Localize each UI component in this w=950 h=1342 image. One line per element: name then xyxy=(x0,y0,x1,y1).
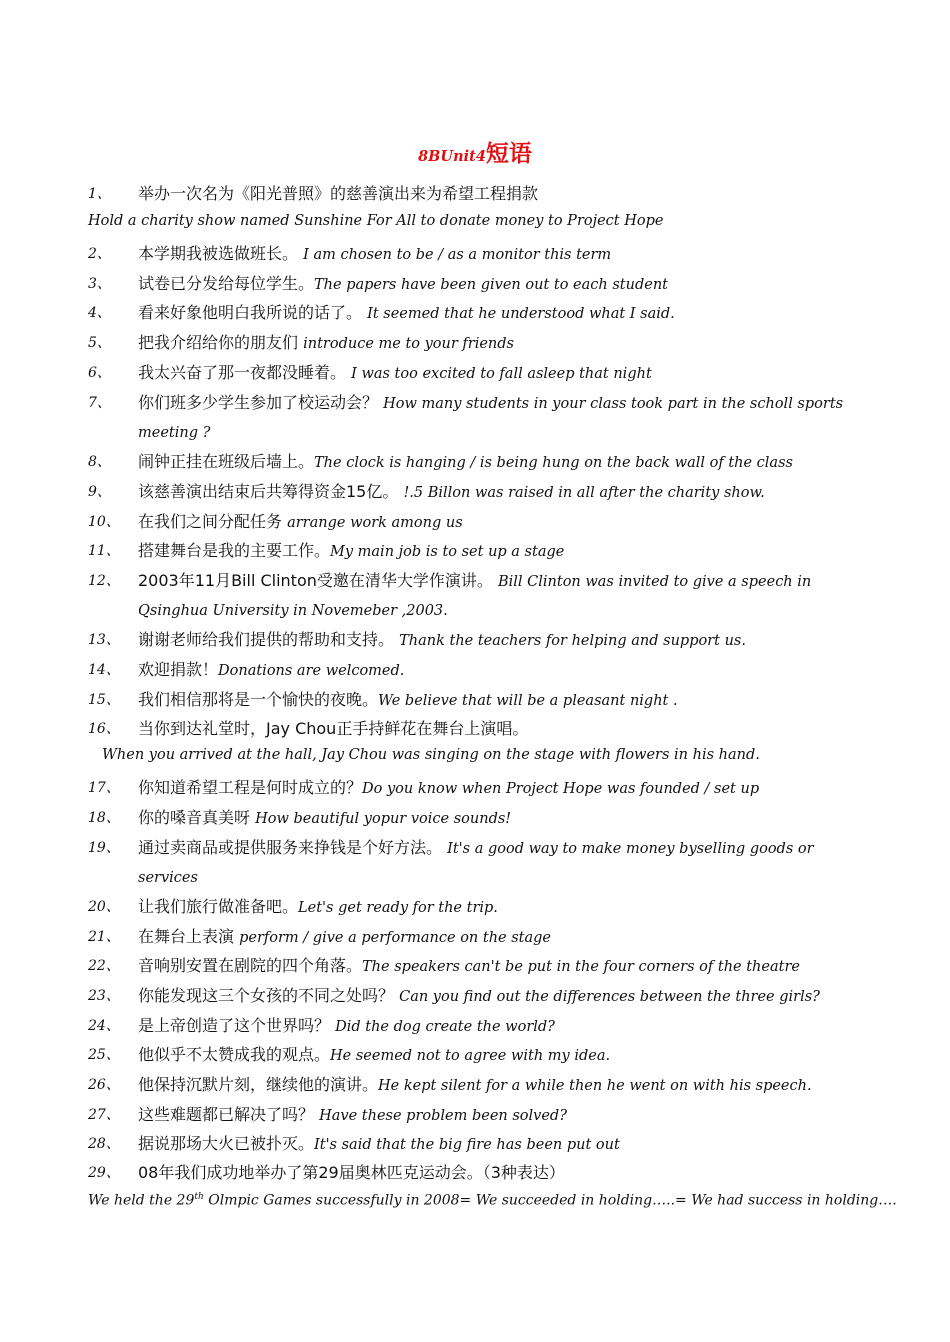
item-english: Can you find out the differences between the three girls? xyxy=(399,989,820,1005)
item-number: 10、 xyxy=(88,514,120,530)
item-english: introduce me to your friends xyxy=(303,336,514,352)
item-english: Thank the teachers for helping and support us. xyxy=(399,633,746,649)
item-english: Do you know when Project Hope was founded / set up xyxy=(362,781,760,797)
item-chinese: 这些难题都已解决了吗？ xyxy=(138,1105,315,1124)
item-chinese: 你们班多少学生参加了校运动会？ xyxy=(138,393,379,412)
item-chinese: 他似乎不太赞成我的观点。 xyxy=(138,1045,331,1064)
item-chinese: 我们相信那将是一个愉快的夜晚。 xyxy=(138,690,379,709)
item-number: 17、 xyxy=(88,780,120,796)
ordinal-superscript: th xyxy=(194,1192,204,1202)
item-english: perform / give a performance on the stage xyxy=(239,930,552,946)
page-title xyxy=(0,135,950,168)
item-english: Have these problem been solved? xyxy=(319,1108,567,1124)
item-chinese: 该慈善演出结束后共筹得资金15亿。 xyxy=(138,482,399,501)
list-item xyxy=(88,329,878,358)
item-chinese: 你能发现这三个女孩的不同之处吗？ xyxy=(138,986,395,1005)
item-chinese: 是上帝创造了这个世界吗？ xyxy=(138,1016,331,1035)
item-english: !.5 Billon was raised in all after the charity show. xyxy=(403,485,765,501)
list-item xyxy=(88,240,878,269)
list-item xyxy=(88,478,878,507)
item-number: 3、 xyxy=(88,276,111,292)
item-chinese: 看来好象他明白我所说的话了。 xyxy=(138,303,363,322)
item-number: 20、 xyxy=(88,899,120,915)
list-item xyxy=(88,389,878,447)
item-english: Did the dog create the world? xyxy=(335,1019,555,1035)
item-chinese: 他保持沉默片刻，继续他的演讲。 xyxy=(138,1075,379,1094)
list-item xyxy=(88,537,878,566)
item-chinese: 举办一次名为《阳光普照》的慈善演出来为希望工程捐款 xyxy=(138,184,539,203)
item-number: 22、 xyxy=(88,958,120,974)
item-number: 23、 xyxy=(88,988,120,1004)
item-number: 19、 xyxy=(88,840,120,856)
item-number: 16、 xyxy=(88,721,120,737)
list-item xyxy=(88,982,878,1011)
item-english: Donations are welcomed. xyxy=(218,663,405,679)
item-chinese: 欢迎捐款！ xyxy=(138,660,219,679)
list-item xyxy=(88,1071,878,1100)
item-english: I am chosen to be / as a monitor this term xyxy=(303,247,612,263)
item-english: He kept silent for a while then he went on with his speech. xyxy=(378,1078,812,1094)
list-item xyxy=(88,1130,878,1159)
item-number: 21、 xyxy=(88,929,120,945)
list-item xyxy=(88,626,878,655)
list-item xyxy=(88,1041,878,1070)
list-item xyxy=(88,774,878,803)
item-chinese: 搭建舞台是我的主要工作。 xyxy=(138,541,331,560)
list-item xyxy=(88,299,878,328)
item-chinese: 试卷已分发给每位学生。 xyxy=(138,274,315,293)
item-english: How many students in your class took part in the scholl sports meeting ? xyxy=(138,396,844,441)
list-item xyxy=(88,1012,878,1041)
list-item xyxy=(88,180,878,208)
item-number: 1、 xyxy=(88,186,111,202)
item-english-part: Olmpic Games successfully in 2008= We succeeded in holding…..= We had success in holding…. xyxy=(203,1192,897,1209)
item-number: 9、 xyxy=(88,484,111,500)
item-english: My main job is to set up a stage xyxy=(330,544,565,560)
item-chinese: 你的嗓音真美呀 xyxy=(138,808,251,827)
item-number: 4、 xyxy=(88,305,111,321)
item-number: 5、 xyxy=(88,335,111,351)
list-item xyxy=(88,508,878,537)
item-chinese: 你知道希望工程是何时成立的？ xyxy=(138,778,363,797)
item-english: It's a good way to make money byselling goods or services xyxy=(138,841,814,886)
item-number: 26、 xyxy=(88,1077,120,1093)
list-item xyxy=(88,893,878,922)
item-chinese: 通过卖商品或提供服务来挣钱是个好方法。 xyxy=(138,838,443,857)
item-chinese: 闹钟正挂在班级后墙上。 xyxy=(138,452,315,471)
item-number: 14、 xyxy=(88,662,120,678)
item-number: 18、 xyxy=(88,810,120,826)
list-item xyxy=(88,804,878,833)
item-number: 8、 xyxy=(88,454,111,470)
item-number: 13、 xyxy=(88,632,120,648)
item-number: 7、 xyxy=(88,395,111,411)
item-number: 12、 xyxy=(88,573,120,589)
item-number: 15、 xyxy=(88,692,120,708)
item-chinese: 08年我们成功地举办了第29届奥林匹克运动会。（3种表达） xyxy=(138,1163,565,1182)
item-english: The clock is hanging / is being hung on the back wall of the class xyxy=(314,455,793,471)
list-item xyxy=(88,359,878,388)
item-chinese: 当你到达礼堂时，Jay Chou正手持鲜花在舞台上演唱。 xyxy=(138,719,529,738)
list-item xyxy=(88,834,878,892)
item-english-part: We held the 29 xyxy=(88,1192,195,1209)
item-number: 11、 xyxy=(88,543,120,559)
item-chinese: 在舞台上表演 xyxy=(138,927,235,946)
item-number: 24、 xyxy=(88,1018,120,1034)
list-item xyxy=(88,952,878,981)
item-english: How beautiful yopur voice sounds! xyxy=(255,811,512,827)
item-number: 29、 xyxy=(88,1165,120,1181)
list-item xyxy=(88,1159,878,1187)
item-english: Bill Clinton was invited to give a speech in Qsinghua University in Novemeber ,2003. xyxy=(138,574,812,619)
item-english: It seemed that he understood what I said. xyxy=(367,306,675,322)
list-item xyxy=(88,923,878,952)
item-english: The speakers can't be put in the four corners of the theatre xyxy=(362,959,800,975)
item-english: We believe that will be a pleasant night . xyxy=(378,693,678,709)
item-english: He seemed not to agree with my idea. xyxy=(330,1048,611,1064)
item-chinese: 把我介绍给你的朋友们 xyxy=(138,333,299,352)
list-item xyxy=(88,686,878,715)
item-english: It's said that the big fire has been put out xyxy=(314,1137,620,1153)
item-chinese: 2003年11月Bill Clinton受邀在清华大学作演讲。 xyxy=(138,571,493,590)
list-item xyxy=(88,715,878,743)
list-item xyxy=(88,448,878,477)
item-english: I was too excited to fall asleep that night xyxy=(351,366,652,382)
item-chinese: 本学期我被选做班长。 xyxy=(138,244,299,263)
item-number: 28、 xyxy=(88,1136,120,1152)
item-chinese: 音响别安置在剧院的四个角落。 xyxy=(138,956,363,975)
title-english: 8BUnit4 xyxy=(418,148,486,165)
item-english: Hold a charity show named Sunshine For All to donate money to Project Hope xyxy=(88,213,664,229)
item-number: 25、 xyxy=(88,1047,120,1063)
item-chinese: 我太兴奋了那一夜都没睡着。 xyxy=(138,363,347,382)
item-chinese: 谢谢老师给我们提供的帮助和支持。 xyxy=(138,630,395,649)
item-number: 6、 xyxy=(88,365,111,381)
list-item xyxy=(88,567,878,625)
item-english: Let's get ready for the trip. xyxy=(298,900,498,916)
item-chinese: 在我们之间分配任务 xyxy=(138,512,283,531)
item-english: When you arrived at the hall, Jay Chou was singing on the stage with flowers in his hand. xyxy=(102,747,760,763)
item-number: 2、 xyxy=(88,246,111,262)
title-chinese: 短语 xyxy=(485,141,532,167)
list-item xyxy=(88,270,878,299)
item-english xyxy=(88,1192,897,1209)
list-item xyxy=(88,656,878,685)
item-english: The papers have been given out to each student xyxy=(314,277,668,293)
list-item xyxy=(88,1101,878,1130)
item-chinese: 让我们旅行做准备吧。 xyxy=(138,897,299,916)
item-english: arrange work among us xyxy=(287,515,463,531)
item-number: 27、 xyxy=(88,1107,120,1123)
item-chinese: 据说那场大火已被扑灭。 xyxy=(138,1134,315,1153)
